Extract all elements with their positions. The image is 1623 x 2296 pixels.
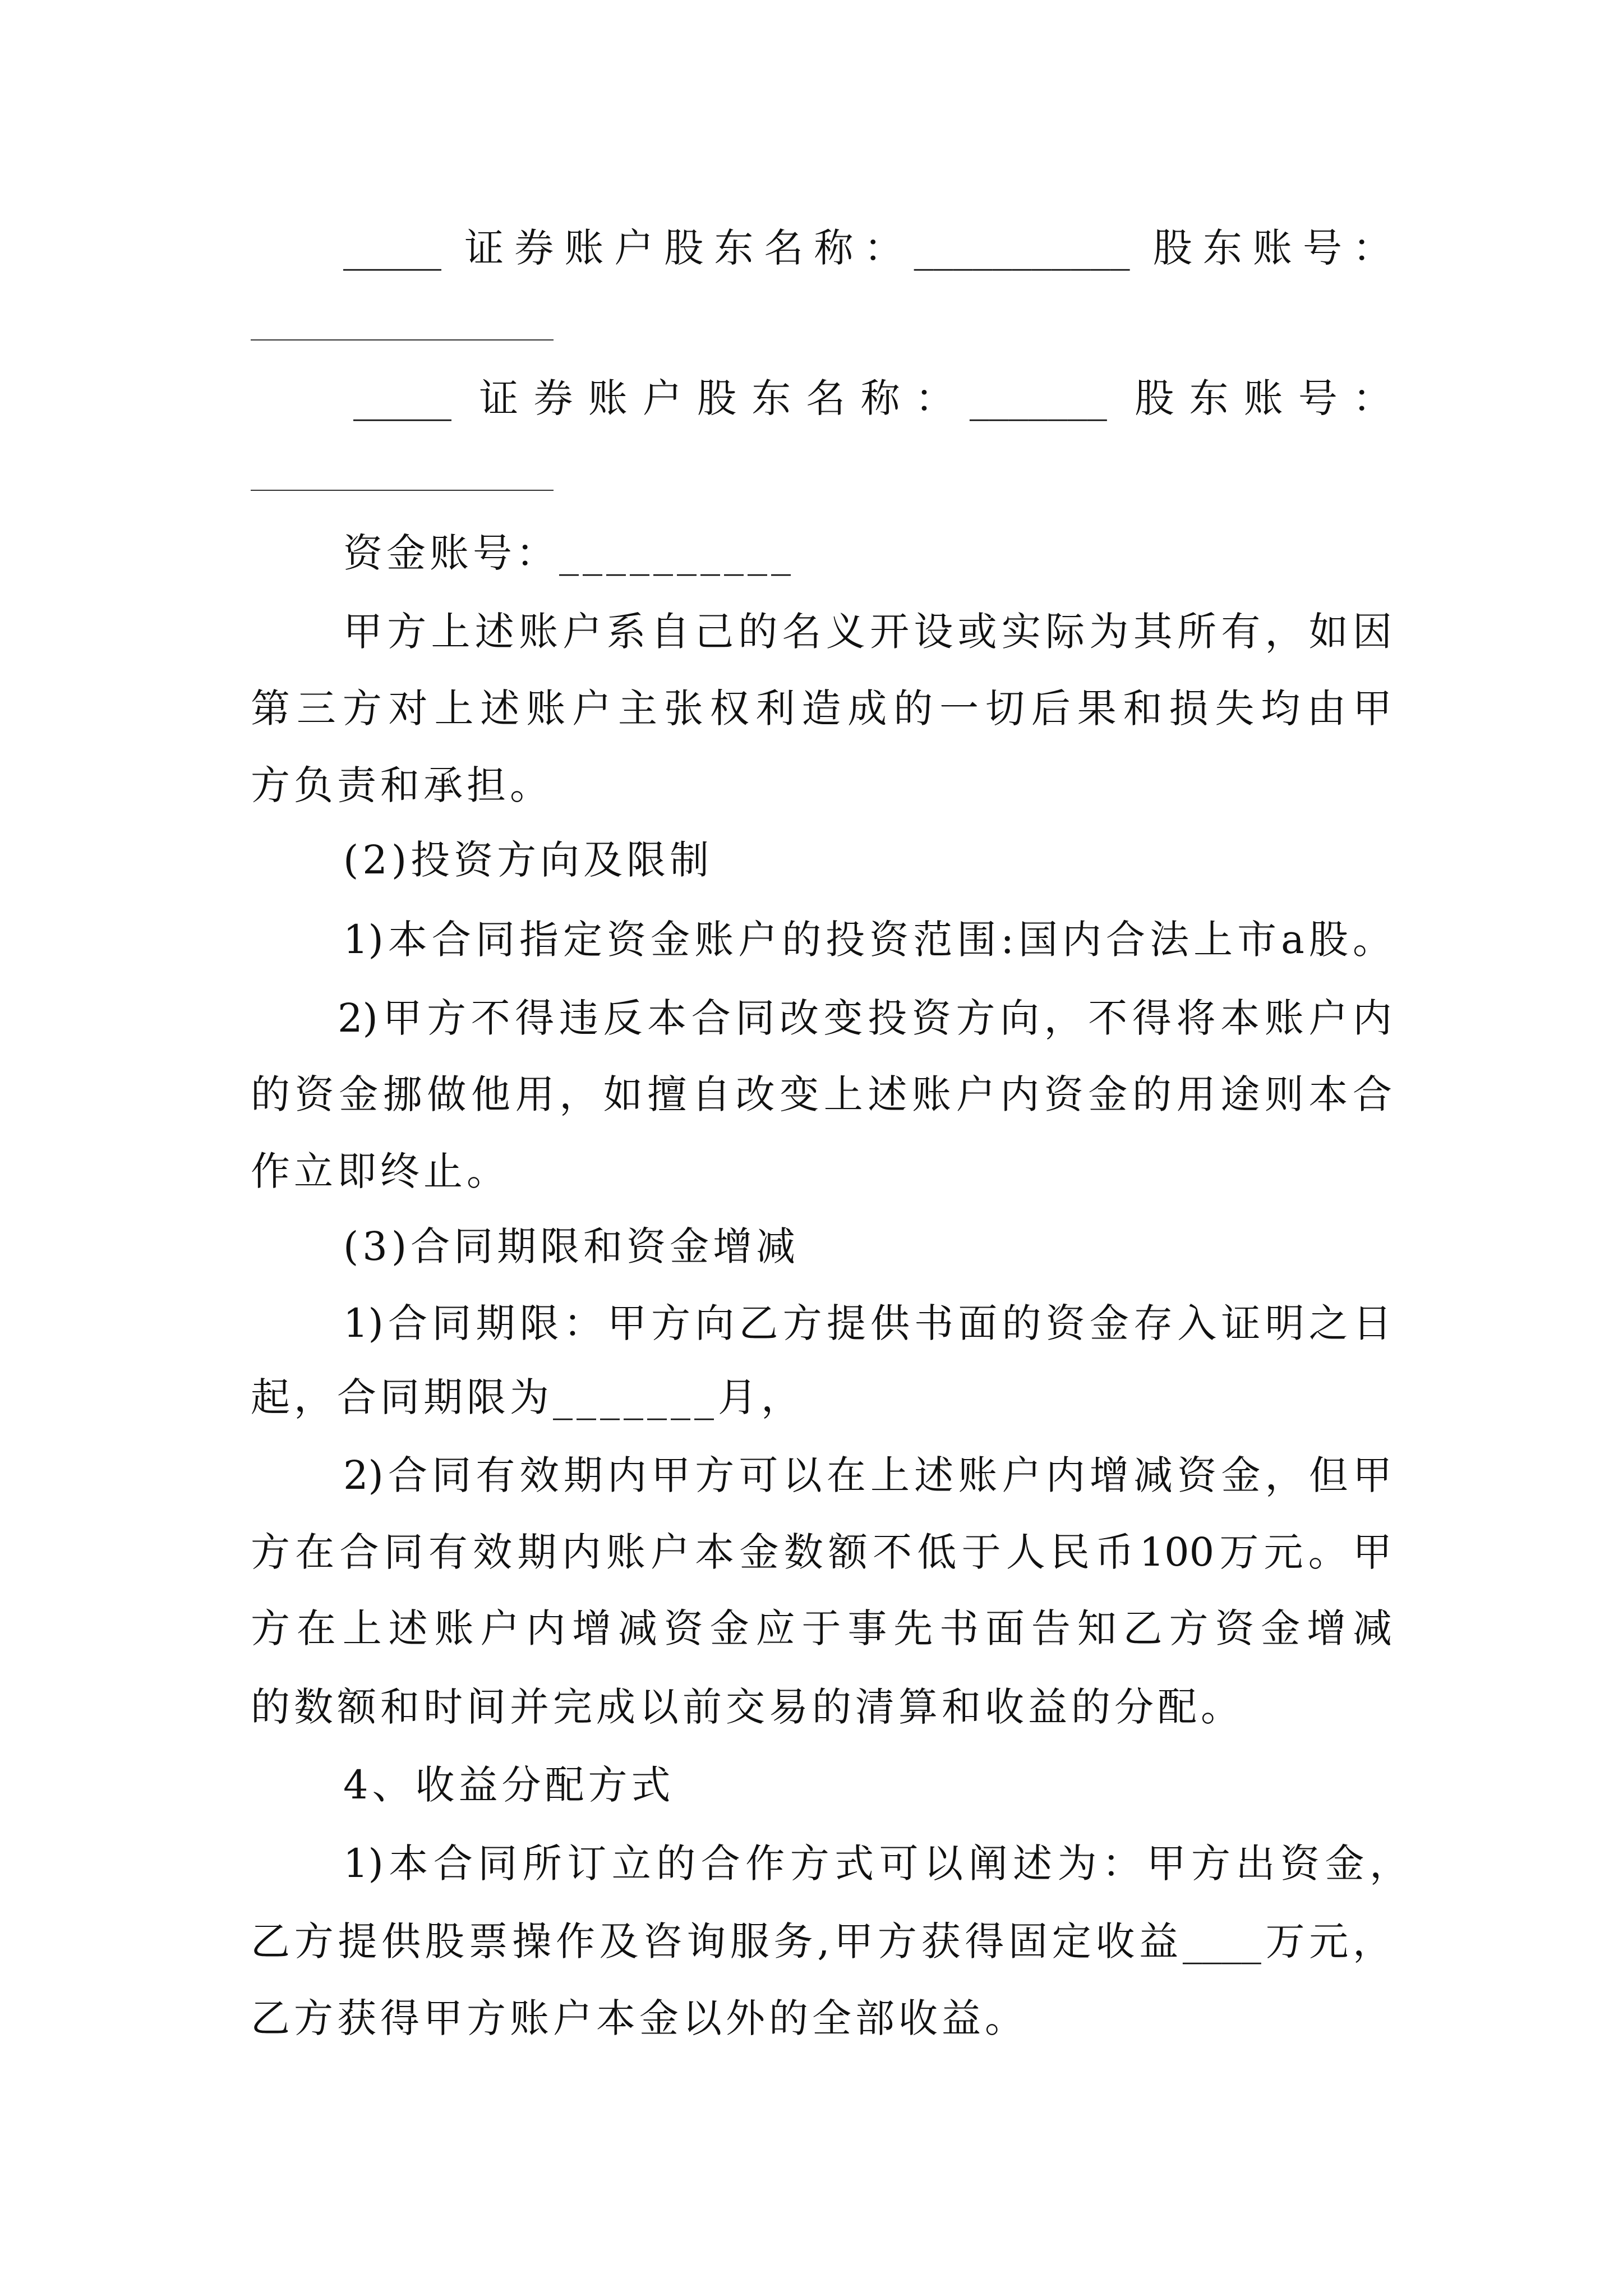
- blank-underline: [251, 490, 554, 491]
- paragraph-line: 1)本合同所订立的合作方式可以阐述为：甲方出资金，: [343, 1841, 1409, 1887]
- paragraph-line: 甲方上述账户系自己的名义开设或实际为其所有，如因: [343, 609, 1392, 655]
- section-heading: (3)合同期限和资金增减: [343, 1223, 800, 1269]
- paragraph-line: 的资金挪做他用，如擅自改变上述账户内资金的用途则本合: [251, 1071, 1392, 1117]
- paragraph-line: 方在上述账户内增减资金应于事先书面告知乙方资金增减: [251, 1605, 1392, 1651]
- paragraph-line: 方在合同有效期内账户本金数额不低于人民币100万元。甲: [251, 1529, 1392, 1575]
- paragraph-line: 乙方获得甲方账户本金以外的全部收益。: [251, 1995, 1028, 2041]
- paragraph-line: 2)合同有效期内甲方可以在上述账户内增减资金，但甲: [343, 1452, 1392, 1498]
- paragraph-line: 2)甲方不得违反本合同改变投资方向，不得将本账户内: [338, 995, 1392, 1041]
- paragraph-line: 乙方提供股票操作及咨询服务,甲方获得固定收益____万元，: [251, 1918, 1392, 1964]
- paragraph-line: 方负责和承担。: [251, 762, 553, 808]
- shareholder-account-line-1: _____ 证券账户股东名称：___________ 股东账号：: [343, 225, 1392, 271]
- paragraph-line: 第三方对上述账户主张权利造成的一切后果和损失均由甲: [251, 685, 1392, 731]
- section-heading: 4、收益分配方式: [343, 1762, 675, 1808]
- shareholder-account-line-2: _____ 证券账户股东名称：_______ 股东账号：: [353, 375, 1392, 421]
- paragraph-line: 的数额和时间并完成以前交易的清算和收益的分配。: [251, 1684, 1244, 1730]
- fund-account-line: 资金账号：__________: [343, 530, 795, 576]
- paragraph-line: 1)本合同指定资金账户的投资范围:国内合法上市a股。: [343, 917, 1392, 963]
- paragraph-line: 作立即终止。: [251, 1148, 510, 1194]
- paragraph-line: 起，合同期限为_______月，: [251, 1374, 804, 1420]
- section-heading: (2)投资方向及限制: [343, 837, 713, 883]
- paragraph-line: 1)合同期限：甲方向乙方提供书面的资金存入证明之日: [343, 1300, 1392, 1346]
- blank-underline: [251, 339, 554, 341]
